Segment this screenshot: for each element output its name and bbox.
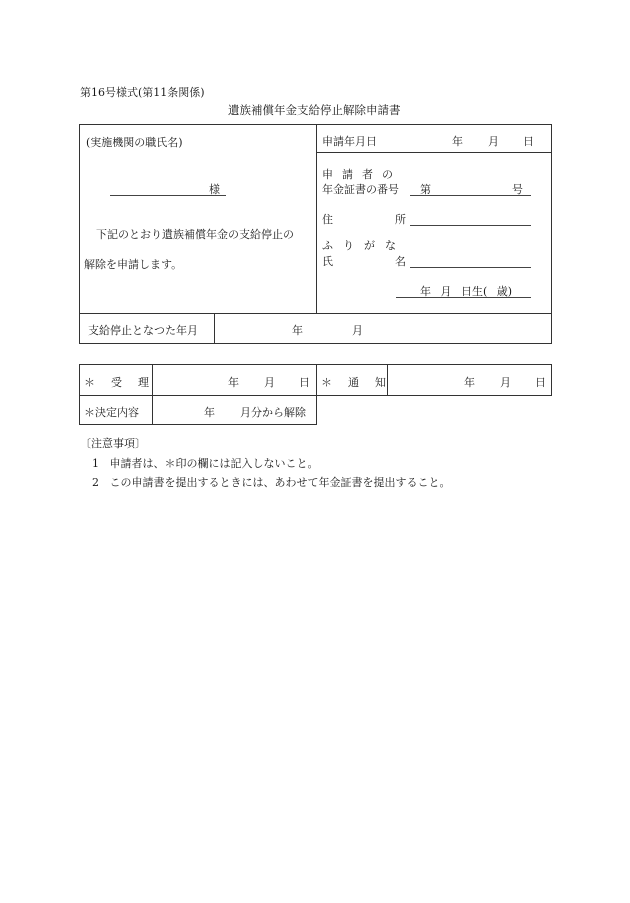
certificate-number-line[interactable] [410,195,531,196]
decision-year: 年 [204,406,215,419]
body-text-line2: 解除を申請します。 [84,258,183,271]
receipt-day: 日 [299,376,310,389]
stop-year-label: 年 [292,324,303,337]
name-line[interactable] [410,267,531,268]
application-date-label: 申請年月日 [322,135,377,148]
notice-day: 日 [535,376,546,389]
form-number: 第16号様式(第11条関係) [80,86,205,99]
receipt-year: 年 [228,376,239,389]
address-label: 住所 [322,213,468,226]
name-label: 氏名 [322,255,468,268]
form-title: 遺族補償年金支給停止解除申請書 [228,103,401,117]
notes-heading: 〔注意事項〕 [80,437,146,450]
birth-date-label: 年 月 日生( 歳) [420,285,513,298]
notice-year: 年 [464,376,475,389]
decision-text: 月分から解除 [240,406,306,419]
applicant-label: 申請者の [322,168,402,181]
body-text-line1: 下記のとおり遺族補償年金の支給停止の [96,228,294,241]
receipt-month: 月 [264,376,275,389]
addressee-label: (実施機関の職氏名) [86,136,183,149]
sama-label: 様 [209,183,220,196]
dai-label: 第 [420,183,431,196]
note-item-2: 2 この申請書を提出するときには、あわせて年金証書を提出すること。 [92,476,451,489]
date-year-label: 年 [452,135,463,148]
date-day-label: 日 [523,135,534,148]
notice-label: ＊通知 [321,376,402,389]
date-month-label: 月 [488,135,499,148]
receipt-label: ＊受理 [84,376,165,389]
address-line[interactable] [410,225,531,226]
furigana-label: ふりがな [322,239,406,252]
decision-label: ＊決定内容 [84,406,139,419]
stop-month-label: 月 [352,324,363,337]
go-label: 号 [512,183,523,196]
certificate-number-label: 年金証書の番号 [322,183,399,196]
birth-date-line[interactable] [396,297,531,298]
note-item-1: 1 申請者は、＊印の欄には記入しないこと。 [92,457,319,470]
stop-date-label: 支給停止となつた年月 [88,324,198,337]
notice-month: 月 [500,376,511,389]
